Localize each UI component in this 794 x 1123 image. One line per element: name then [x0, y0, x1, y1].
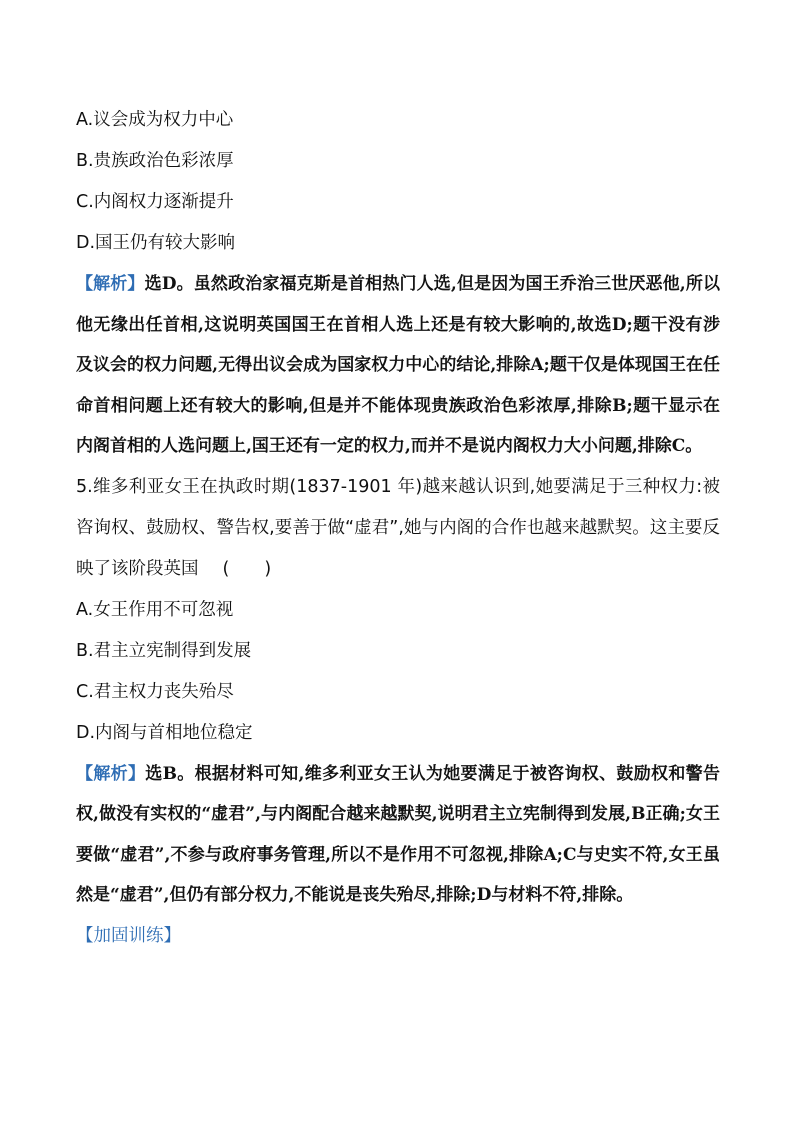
q5-stem-text: 5.维多利亚女王在执政时期(1837-1901 年)越来越认识到,她要满足于三种权力:被咨询权、鼓励权、警告权,要善于做“虚君”,她与内阁的合作也越来越默契。这主要反映了该阶段英国	[76, 476, 720, 579]
q5-stem	[76, 467, 720, 590]
document-page	[76, 100, 720, 957]
q5-option-c: C.君主权力丧失殆尽	[76, 681, 234, 702]
q4-option-c: C.内阁权力逐渐提升	[76, 192, 234, 212]
q4-analysis	[76, 264, 720, 467]
q5-option-d: D.内阁与首相地位稳定	[76, 722, 253, 743]
q5-analysis	[76, 754, 720, 916]
q4-analysis-tag: 【解析】	[76, 274, 145, 294]
q5-option-a: A.女王作用不可忽视	[76, 599, 234, 620]
q4-analysis-text: 选D。虽然政治家福克斯是首相热门人选,但是因为国王乔治三世厌恶他,所以他无缘出任首相,这说明英国国王在首相人选上还是有较大影响的,故选D;题干没有涉及议会的权力问题,无得出议会成为国家权力中心的结论,排除A;题干仅是体现国王在任命首相问题上还有较大的影响,但是并不能体现贵族政治色彩浓厚,排除B;题干显示在内阁首相的人选问题上,国王还有一定的权力,而并不是说内阁权力大小问题,排除C。	[76, 274, 721, 456]
reinforcement-section-label: 【加固训练】	[76, 925, 181, 946]
q5-analysis-tag: 【解析】	[76, 763, 146, 784]
q5-option-b: B.君主立宪制得到发展	[76, 640, 252, 661]
q4-option-d: D.国王仍有较大影响	[76, 233, 236, 253]
q5-analysis-text: 选B。根据材料可知,维多利亚女王认为她要满足于被咨询权、鼓励权和警告权,做没有实权的“虚君”,与内阁配合越来越默契,说明君主立宪制得到发展,B正确;女王要做“虚君”,不参与政府事务管理,所以不是作用不可忽视,排除A;C与史实不符,女王虽然是“虚君”,但仍有部分权力,不能说是丧失殆尽,排除;D与材料不符,排除。	[76, 763, 720, 905]
q5-answer-blank: ( )	[222, 558, 272, 579]
q4-option-a: A.议会成为权力中心	[76, 110, 234, 130]
q4-option-b: B.贵族政治色彩浓厚	[76, 151, 234, 171]
